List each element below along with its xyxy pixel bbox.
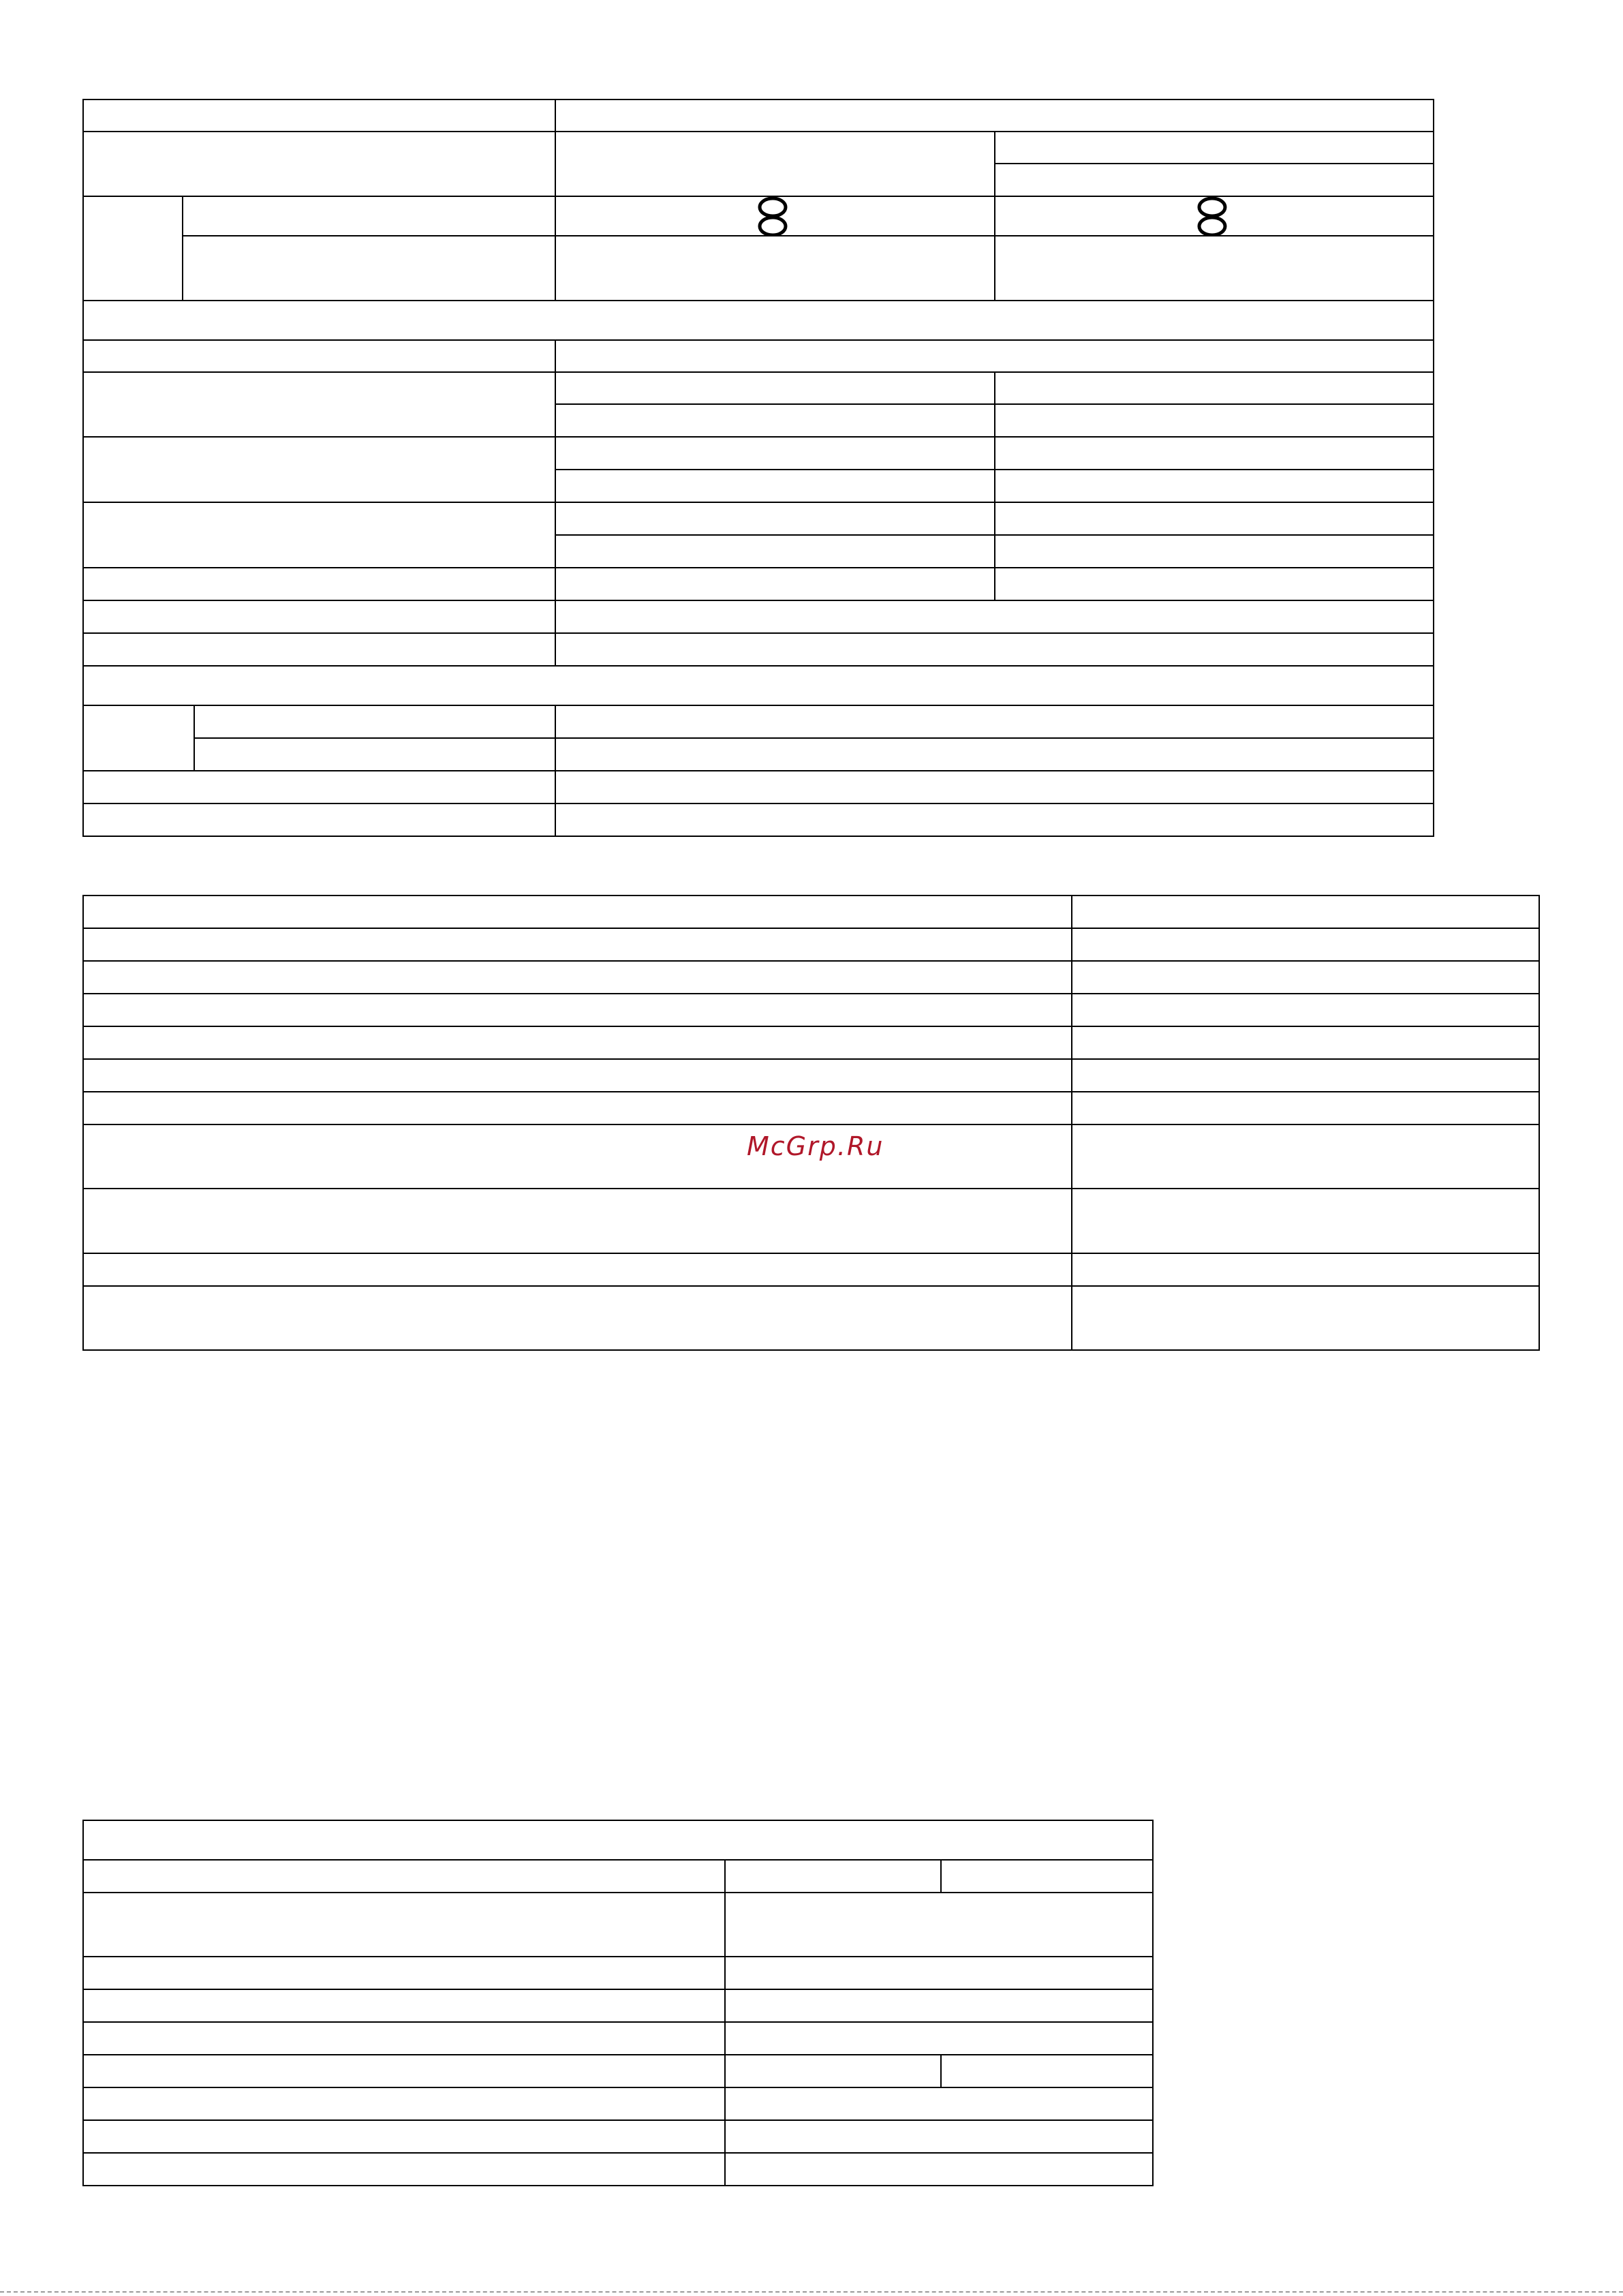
table2-label-cell	[82, 1091, 1072, 1125]
table3-section-row	[82, 1820, 1154, 1861]
table1-value-cell	[994, 403, 1434, 438]
table1-label-cell	[82, 436, 556, 503]
table1-value-cell	[555, 502, 995, 536]
figure-eight-connector-icon	[758, 197, 788, 236]
table1-value-cell	[994, 371, 1434, 405]
table3-value-cell	[724, 2021, 1154, 2055]
table3-value-cell	[724, 1859, 942, 1893]
table1-label-cell	[82, 632, 556, 667]
page-bottom-divider	[0, 2291, 1623, 2293]
table3-value-cell	[724, 1989, 1154, 2023]
table1-value-cell	[555, 632, 1434, 667]
table1-label-cell	[82, 502, 556, 568]
table1-value-cell	[994, 469, 1434, 503]
table1-value-cell	[994, 534, 1434, 568]
figure-eight-connector-icon	[1197, 197, 1227, 236]
table1-value-cell	[555, 235, 995, 301]
table2-value-cell	[1071, 928, 1540, 962]
table1-value-cell	[555, 403, 995, 438]
table3-value-cell	[724, 2054, 942, 2088]
table3-label-cell	[82, 2152, 726, 2186]
table2-value-cell	[1071, 1188, 1540, 1254]
table2-value-cell	[1071, 1285, 1540, 1351]
table3-value-cell	[724, 1956, 1154, 1990]
table2-label-cell	[82, 1058, 1072, 1092]
table1-label-cell	[82, 770, 556, 804]
table2-label-cell	[82, 993, 1072, 1027]
table3-label-cell	[82, 1956, 726, 1990]
table1-label-cell	[82, 567, 556, 601]
table1-value-cell	[555, 705, 1434, 739]
table2-value-cell	[1071, 1091, 1540, 1125]
table1-value-cell	[994, 567, 1434, 601]
table1-value-cell	[555, 99, 1434, 132]
table3-label-cell	[82, 1892, 726, 1957]
table3-label-cell	[82, 2119, 726, 2154]
table1-value-cell	[994, 502, 1434, 536]
table3-value-cell	[724, 1892, 1154, 1957]
table2-label-cell	[82, 1124, 1072, 1189]
table2-label-cell	[82, 928, 1072, 962]
table1-label-cell	[82, 131, 556, 197]
table1-section-row	[82, 300, 1434, 341]
table1-value-cell	[555, 339, 1434, 373]
table2-label-cell	[82, 1253, 1072, 1287]
table2-label-cell	[82, 960, 1072, 994]
table3-value-cell	[724, 2152, 1154, 2186]
table3-value-cell	[724, 2119, 1154, 2154]
table2-label-cell	[82, 1188, 1072, 1254]
table1-value-cell	[555, 770, 1434, 804]
table2-label-cell	[82, 1026, 1072, 1060]
table1-group-cell	[82, 705, 195, 771]
table1-label-cell	[194, 737, 556, 771]
table1-label-cell	[82, 99, 556, 132]
table3-label-cell	[82, 1859, 726, 1893]
table1-label-cell	[82, 600, 556, 634]
table2-value-cell	[1071, 1253, 1540, 1287]
table1-group-cell	[82, 196, 183, 301]
table3-value-cell	[940, 1859, 1154, 1893]
table3-value-cell	[724, 2087, 1154, 2121]
table1-value-cell	[555, 131, 995, 197]
table1-value-cell	[994, 235, 1434, 301]
table1-label-cell	[82, 803, 556, 837]
table3-label-cell	[82, 2021, 726, 2055]
table1-value-cell	[555, 600, 1434, 634]
table3-label-cell	[82, 1989, 726, 2023]
table1-value-cell	[994, 163, 1434, 197]
table1-label-cell	[182, 196, 556, 236]
table2-value-cell	[1071, 960, 1540, 994]
table3-value-cell	[940, 2054, 1154, 2088]
table2-label-cell	[82, 1285, 1072, 1351]
table2-value-cell	[1071, 1124, 1540, 1189]
table1-value-cell	[555, 567, 995, 601]
table2-value-cell	[1071, 993, 1540, 1027]
table2-label-cell	[82, 895, 1072, 929]
table1-label-cell	[82, 339, 556, 373]
table1-label-cell	[82, 371, 556, 438]
table1-label-cell	[182, 235, 556, 301]
table1-value-cell	[555, 436, 995, 470]
watermark-text: McGrp.Ru	[747, 1131, 884, 1161]
table2-value-cell	[1071, 895, 1540, 929]
table1-value-cell	[994, 436, 1434, 470]
table3-label-cell	[82, 2054, 726, 2088]
table1-value-cell	[994, 131, 1434, 164]
table1-value-cell	[555, 803, 1434, 837]
table3-label-cell	[82, 2087, 726, 2121]
table1-value-cell	[555, 737, 1434, 771]
table2-value-cell	[1071, 1058, 1540, 1092]
table1-value-cell	[555, 534, 995, 568]
table1-section-row	[82, 665, 1434, 706]
table1-label-cell	[194, 705, 556, 739]
table1-value-cell	[555, 371, 995, 405]
table1-value-cell	[555, 469, 995, 503]
table2-value-cell	[1071, 1026, 1540, 1060]
